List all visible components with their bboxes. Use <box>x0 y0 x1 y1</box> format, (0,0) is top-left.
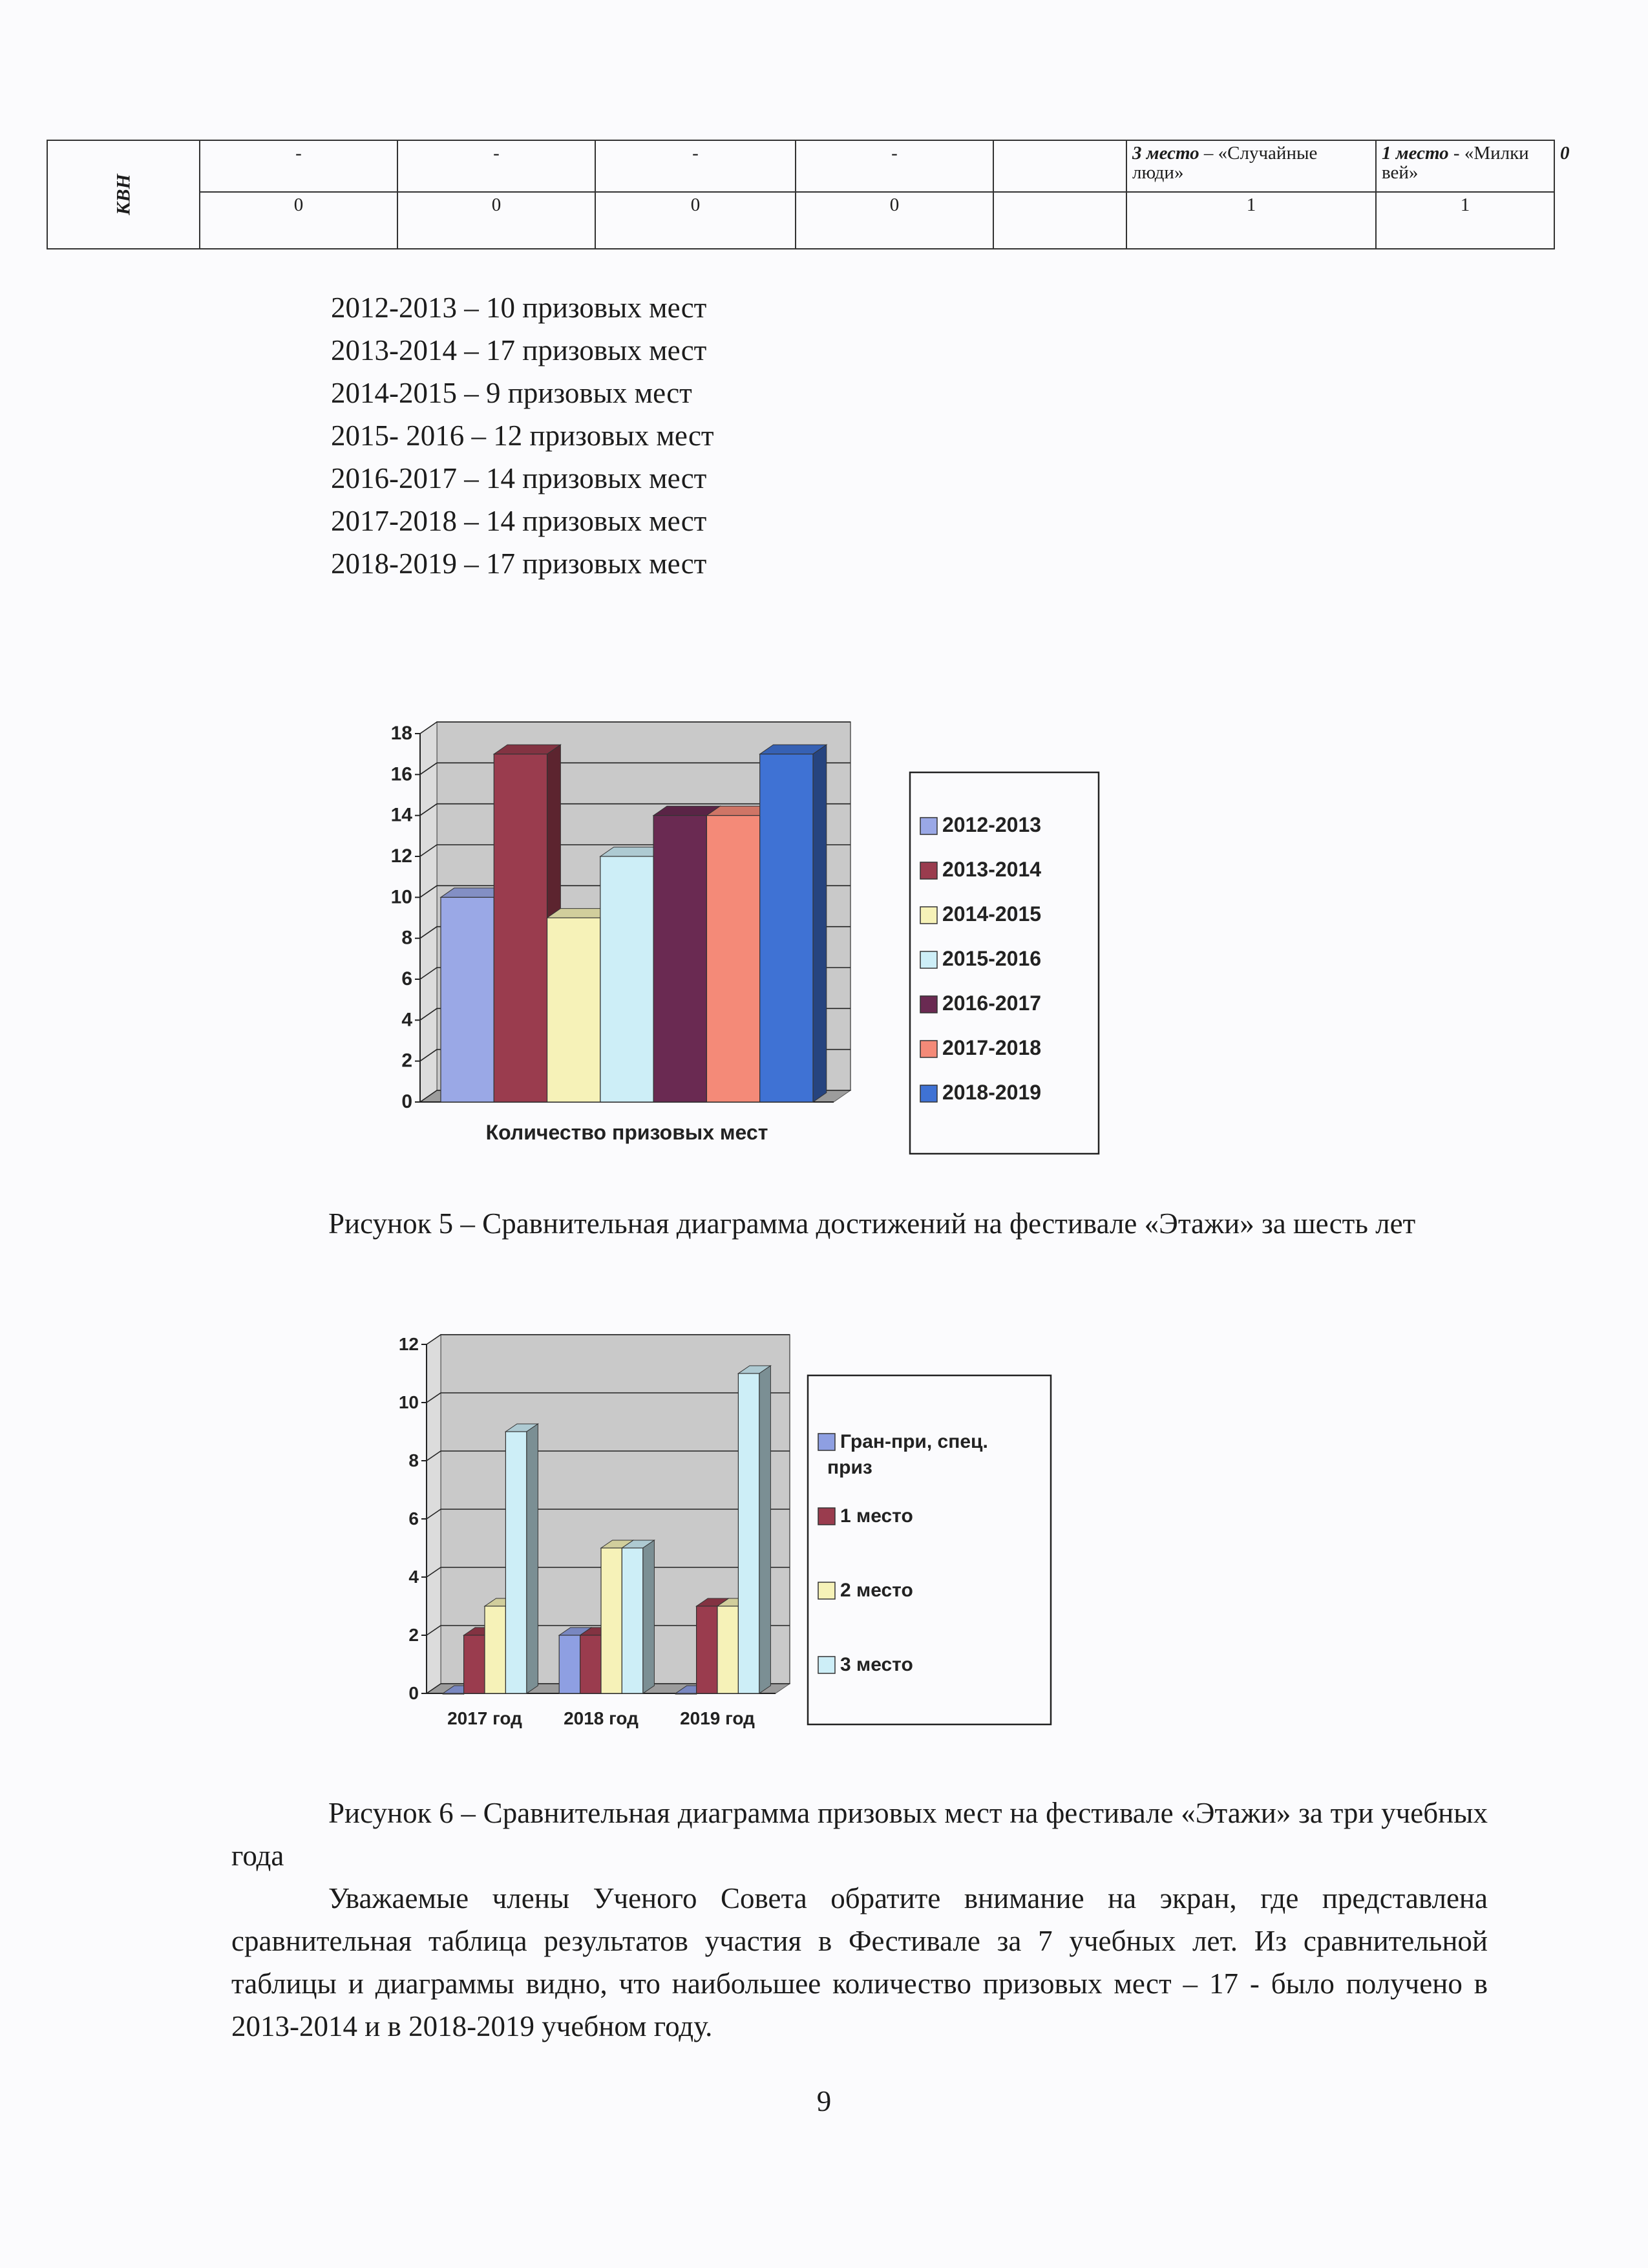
table-row <box>47 192 1554 249</box>
y-tick-label: 16 <box>390 763 412 785</box>
legend-swatch <box>920 1041 937 1057</box>
y-tick-label: 12 <box>390 845 412 867</box>
x-axis-title: Количество призовых мест <box>485 1121 768 1144</box>
plot-side-wall <box>420 722 437 1102</box>
team-name: - «Милки вей» <box>1382 143 1529 184</box>
y-tick-label: 4 <box>401 1009 412 1031</box>
chart-places-by-year <box>398 1331 1060 1745</box>
list-item: 2018-2019 – 17 призовых мест <box>331 547 707 580</box>
legend-swatch <box>818 1508 835 1525</box>
table-cell: 0 <box>397 192 595 249</box>
figure-5-caption: Рисунок 5 – Сравнительная диаграмма достижений на фестивале «Этажи» за шесть лет <box>328 1207 1416 1240</box>
y-tick-label: 4 <box>408 1567 419 1587</box>
bar <box>464 1635 485 1693</box>
table-cell: 1 <box>1376 192 1554 249</box>
legend-swatch <box>920 862 937 879</box>
y-tick-label: 0 <box>408 1683 419 1703</box>
legend-label: 1 место <box>840 1505 913 1527</box>
y-tick-label: 8 <box>401 927 412 949</box>
bar <box>547 918 600 1102</box>
table-cell <box>1126 140 1376 192</box>
row-label: КВН <box>112 174 134 215</box>
bar <box>601 1548 622 1693</box>
table-cell: - <box>796 140 993 192</box>
table-cell: 0 <box>200 192 397 249</box>
legend-label: 2017-2018 <box>942 1036 1042 1059</box>
figure-6-caption: Рисунок 6 – Сравнительная диаграмма призовых мест на фестивале «Этажи» за три учебных года <box>231 1797 1488 1872</box>
legend-swatch <box>818 1582 835 1599</box>
list-item: 2013-2014 – 17 призовых мест <box>331 334 707 366</box>
legend-swatch <box>818 1657 835 1673</box>
bar <box>505 1432 526 1693</box>
chart-prizes-by-year <box>375 708 1099 1160</box>
y-tick-label: 10 <box>398 1392 419 1412</box>
legend-label: 2015-2016 <box>942 947 1042 970</box>
bar <box>580 1635 601 1693</box>
bar <box>600 856 653 1102</box>
x-tick-label: 2019 год <box>680 1708 755 1728</box>
results-table <box>47 140 1570 249</box>
place-label: 3 место <box>1132 143 1199 164</box>
y-tick-label: 10 <box>390 886 412 908</box>
table-row: КВН - - - - 3 место – «Случайные люди» 1 место - «Милки вей» 0 <box>47 140 1554 192</box>
list-item: 2014-2015 – 9 призовых мест <box>331 377 692 409</box>
bar <box>485 1606 505 1693</box>
y-tick-label: 6 <box>401 968 412 990</box>
x-tick-label: 2017 год <box>447 1708 522 1728</box>
table-cell <box>993 140 1126 192</box>
y-tick-label: 2 <box>401 1050 412 1072</box>
page-number: 9 <box>816 2085 832 2117</box>
bar <box>706 816 759 1102</box>
prize-list <box>331 286 714 585</box>
legend-swatch <box>920 1085 937 1102</box>
bar <box>738 1373 759 1693</box>
bar <box>717 1606 738 1693</box>
table-cell <box>993 192 1126 249</box>
list-item: 2016-2017 – 14 призовых мест <box>331 462 707 494</box>
legend-swatch <box>920 907 937 924</box>
bar-side <box>813 745 827 1102</box>
body-paragraph: Уважаемые члены Ученого Совета обратите внимание на экран, где представлена сравнительная таблица результатов участия в Фестивале за 7 учебных лет. Из сравнительной таблицы и диаграммы видно, что наибольшее количество призовых мест – 17 - было получено в 2013-2014 и в 2018-2019 учебном году. <box>231 1882 1488 2042</box>
legend-label: Гран-при, спец. приз <box>827 1431 988 1478</box>
bar-side <box>759 1366 771 1693</box>
legend-swatch <box>920 818 937 834</box>
y-tick-label: 14 <box>390 804 412 826</box>
bar <box>675 1693 696 1694</box>
bar <box>697 1606 717 1693</box>
y-tick-label: 0 <box>401 1091 412 1112</box>
list-item: 2012-2013 – 10 призовых мест <box>331 291 707 324</box>
bar <box>443 1693 463 1694</box>
table-cell: - <box>397 140 595 192</box>
table-cell: - <box>200 140 397 192</box>
table-cell: 0 <box>595 192 796 249</box>
legend-swatch <box>818 1434 835 1450</box>
bar <box>622 1548 642 1693</box>
legend-label: 3 место <box>840 1654 913 1675</box>
bar-side <box>527 1424 538 1693</box>
table-cell <box>1376 140 1554 192</box>
table-cell: - <box>595 140 796 192</box>
list-item: 2015- 2016 – 12 призовых мест <box>331 419 714 452</box>
bar-side <box>643 1540 655 1693</box>
bar <box>441 897 494 1102</box>
legend-label: 2016-2017 <box>942 991 1042 1015</box>
y-tick-label: 12 <box>398 1334 419 1354</box>
bar <box>760 754 813 1102</box>
list-item: 2017-2018 – 14 призовых мест <box>331 505 707 537</box>
bar <box>494 754 547 1102</box>
team-name: – «Случайные люди» <box>1132 143 1318 184</box>
y-tick-label: 18 <box>390 723 412 744</box>
y-tick-label: 2 <box>408 1625 419 1645</box>
table-cell: 1 <box>1126 192 1376 249</box>
legend-label: 2 место <box>840 1580 913 1601</box>
table-cell: 0 <box>796 192 993 249</box>
y-tick-label: 8 <box>408 1450 419 1470</box>
row-label-cell <box>47 140 200 249</box>
legend-label: 2014-2015 <box>942 902 1042 926</box>
place-label: 1 место <box>1382 143 1449 164</box>
legend-label: 2013-2014 <box>942 858 1042 881</box>
y-tick-label: 6 <box>408 1509 419 1529</box>
legend-label: 2018-2019 <box>942 1081 1042 1104</box>
legend-label: 2012-2013 <box>942 813 1042 836</box>
bar <box>559 1635 580 1693</box>
legend-swatch <box>920 996 937 1013</box>
bar <box>653 816 706 1102</box>
x-tick-label: 2018 год <box>564 1708 639 1728</box>
legend-swatch <box>920 951 937 968</box>
